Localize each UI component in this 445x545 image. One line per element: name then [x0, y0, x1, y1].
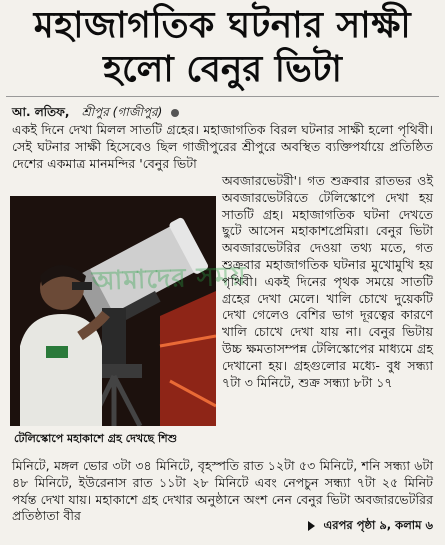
article-photo — [10, 196, 216, 426]
arrow-right-icon — [308, 521, 315, 531]
bullet-icon — [171, 109, 179, 117]
headline — [0, 4, 445, 92]
byline — [12, 104, 179, 120]
continued-on — [308, 517, 433, 533]
article-paragraph-bottom: মিনিটে, মঙ্গল ভোর ৩টা ৩৪ মিনিটে, বৃহস্পতি রাত ১২টা ৫৩ মিনিটে, শনি সন্ধ্যা ৬টা ৪৮ মিনিটে, ইউরেনাস রাত ১১টা ২৮ মিনিটে এবং নেপচুন সন্ধ্যা ৭টা ২৫ মিনিট পর্যন্ত দেখা যায়। মহাকাশে গ্রহ দেখার অনুষ্ঠানে অংশ নেন বেনুর ভিটা অবজারভেটরির প্রতিষ্ঠাতা বীর — [12, 458, 433, 524]
dateline-place: শ্রীপুর (গাজীপুর) — [81, 105, 163, 119]
headline-divider — [6, 96, 439, 97]
telescope-photo-illustration — [10, 196, 216, 426]
photo-caption: টেলিস্কোপে মহাকাশে গ্রহ দেখছে শিশু — [14, 432, 178, 445]
headline-line-1: মহাজাগতিক ঘটনার সাক্ষী — [33, 5, 412, 46]
headline-line-2: হলো বেনুর ভিটা — [103, 49, 342, 90]
watermark-logo: আমাদের সময় — [91, 261, 248, 297]
article-paragraph-right: অবজারভেটরী'। গত শুক্রবার রাতভর ওই অবজারভেটরিতে টেলিস্কোপে দেখা হয় সাতটি গ্রহ। মহাজাগতিক ঘটনা দেখতে ছুটে আসেন মহাকাশপ্রেমিরা। বেনুর ভিটা অবজারভেটরির দেওয়া তথ্য মতে, গত শুক্রবার মহাজাগতিক ঘটনার মুখোমুখি হয় পৃথিবী। একই দিনের পৃথক সময়ে সাতটি গ্রহের দেখা মেলে। খালি চোখে দুয়েকটি দেখা গেলেও বেশির ভাগ দূরত্বের কারণে খালি চোখে দেখা যায় না। বেনুর ভিটায় উচ্চ ক্ষমতাসম্পন্ন টেলিস্কোপের মাধ্যমে গ্রহ দেখানো হয়। গ্রহগুলোর মধ্যে- বুধ সন্ধ্যা ৭টা ৩ মিনিটে, শুক্র সন্ধ্যা ৮টা ১৭ — [222, 173, 433, 390]
author-name: আ. লতিফ, — [12, 105, 70, 119]
article-paragraph-top: একই দিনে দেখা মিলল সাতটি গ্রহের। মহাজাগতিক বিরল ঘটনার সাক্ষী হলো পৃথিবী। সেই ঘটনার সাক্ষী হিসেবেও ছিল গাজীপুরের শ্রীপুরে অবস্থিত ব্যক্তিপর্যায়ে প্রতিষ্ঠিত দেশের একমাত্র মানমন্দির 'বেনুর ভিটা — [12, 122, 433, 171]
continued-on-label: এরপর পৃষ্ঠা ৯, কলাম ৬ — [323, 518, 433, 532]
